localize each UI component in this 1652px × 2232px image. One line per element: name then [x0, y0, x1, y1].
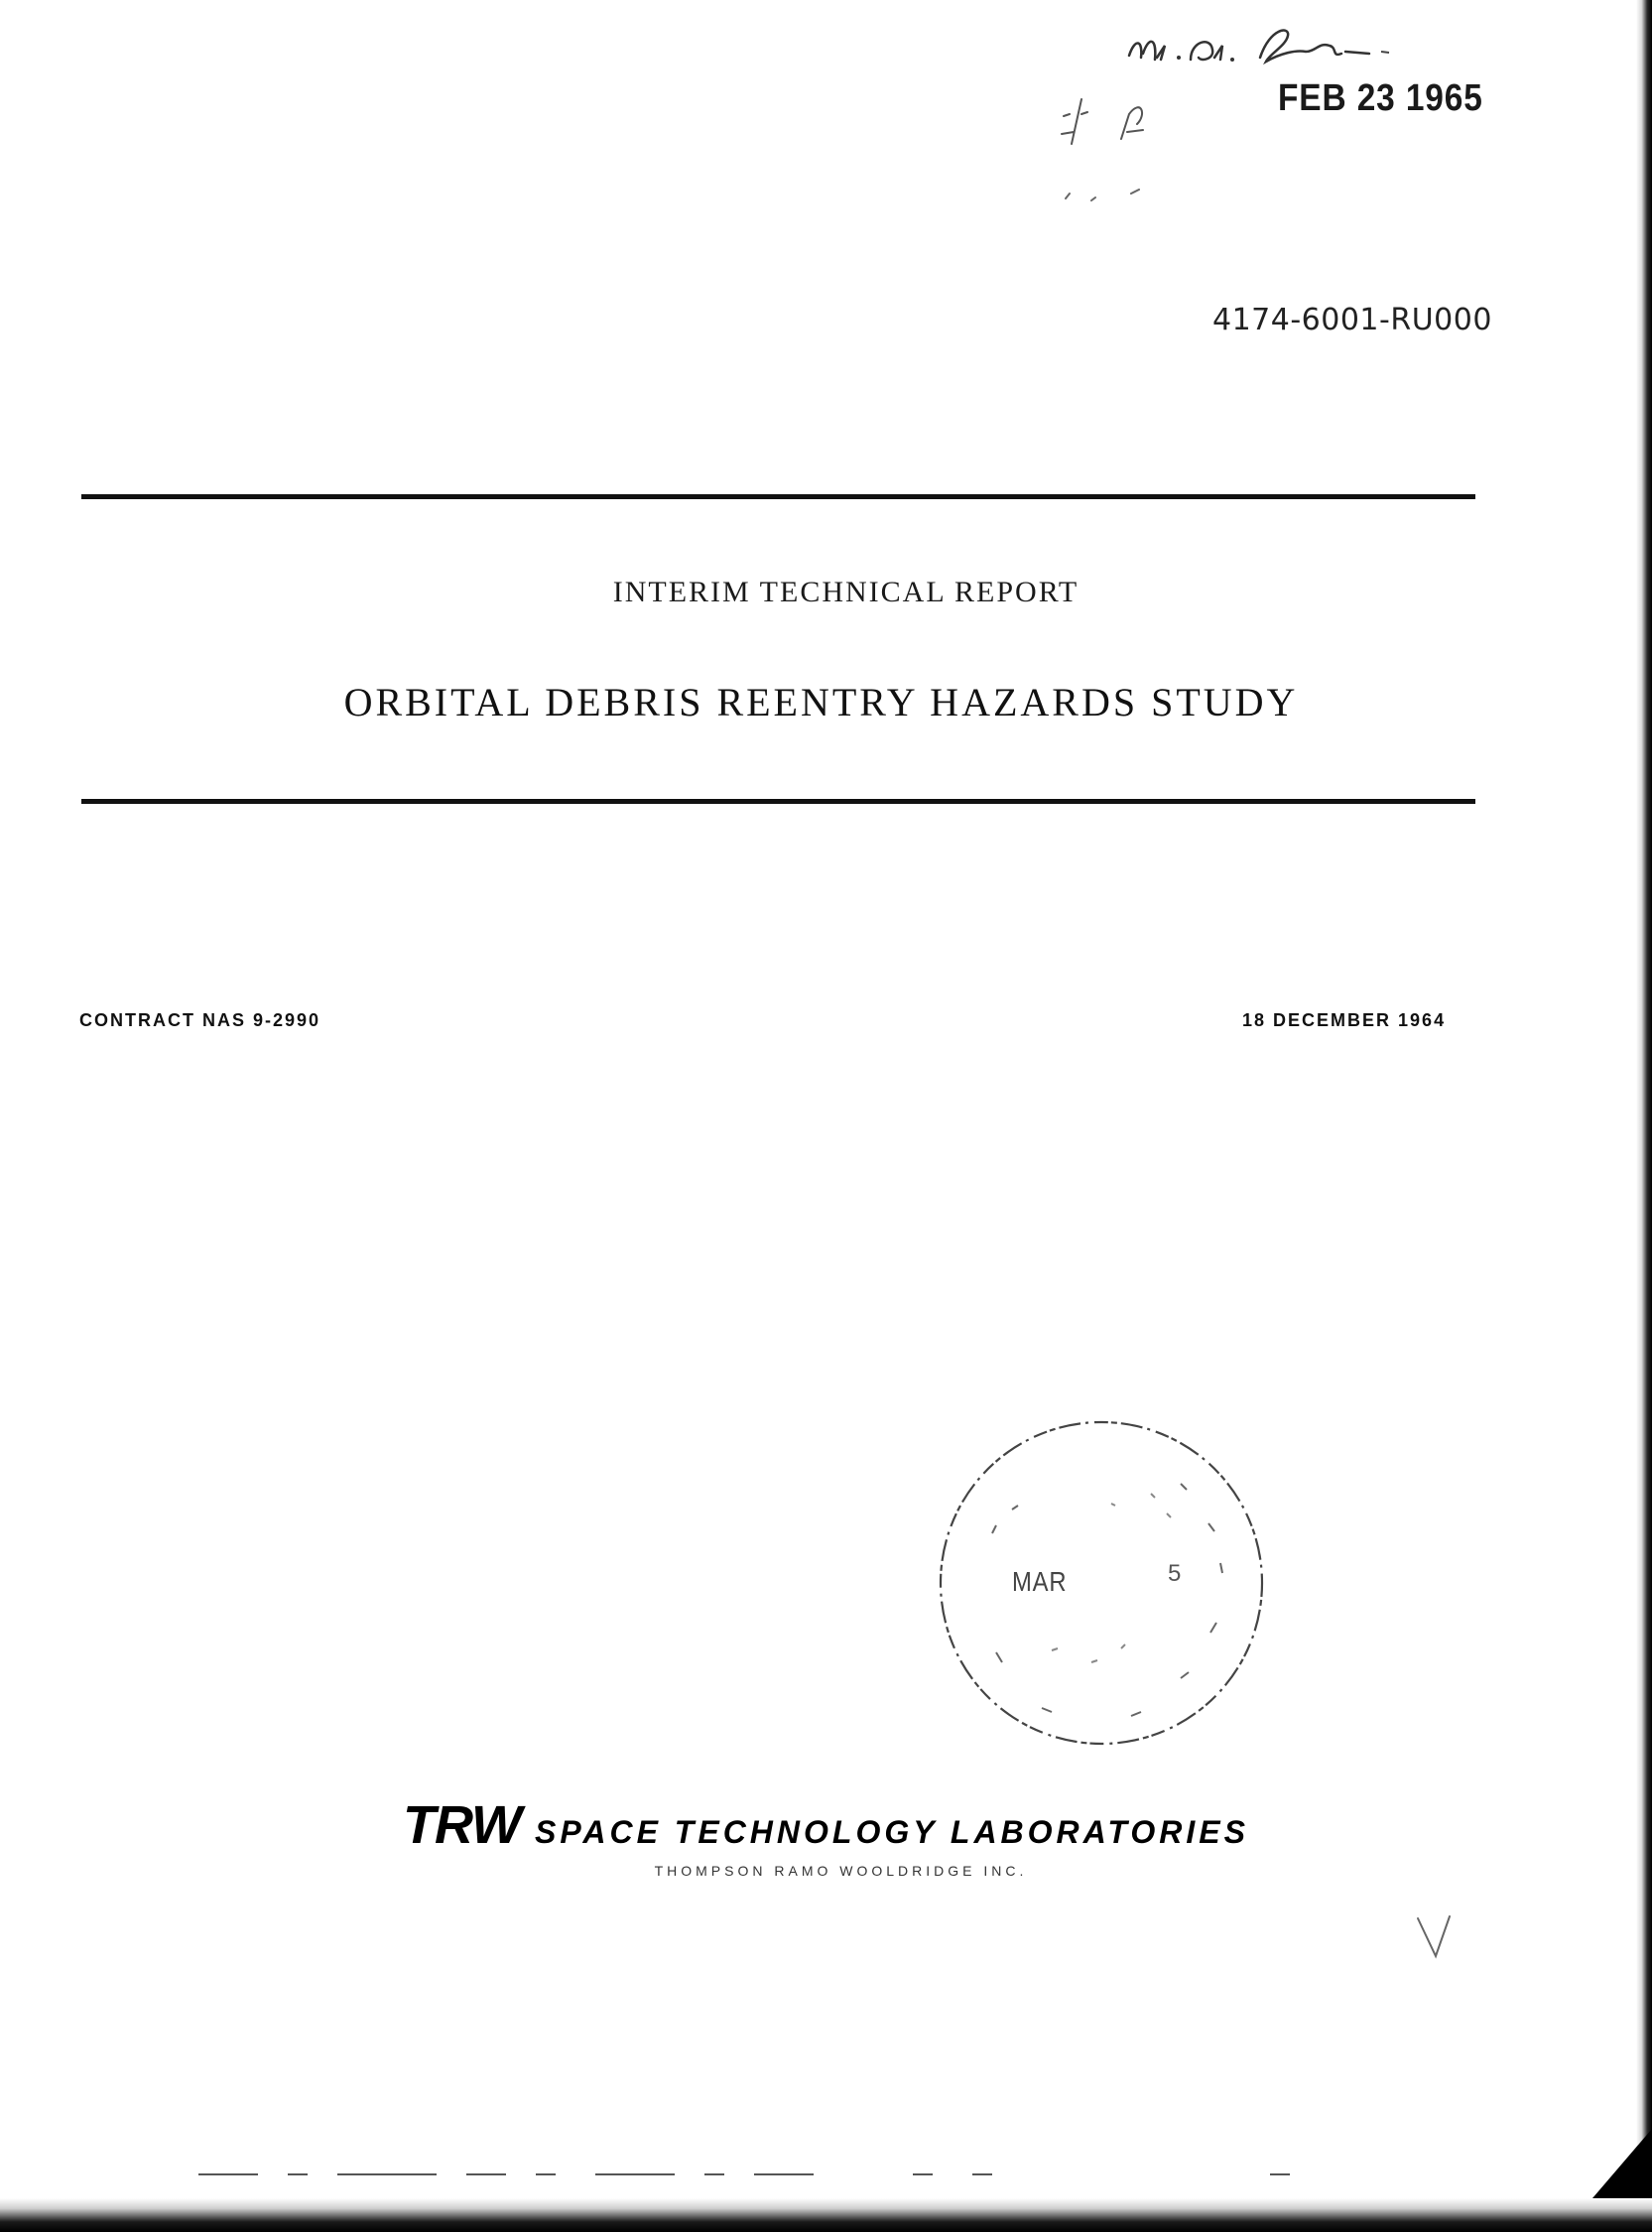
publisher-parent: THOMPSON RAMO WOOLDRIDGE INC.	[654, 1863, 1028, 1879]
scan-corner	[1592, 2129, 1652, 2198]
stamp-digit: 5	[1168, 1560, 1182, 1587]
contract-number: CONTRACT NAS 9-2990	[79, 1010, 321, 1030]
stamp-month: MAR	[1012, 1566, 1068, 1597]
report-type: INTERIM TECHNICAL REPORT	[612, 576, 1080, 608]
trw-logo: TRW	[403, 1795, 522, 1855]
handwritten-marks	[1052, 84, 1210, 213]
bottom-rule	[81, 799, 1475, 804]
check-mark	[1414, 1910, 1463, 1965]
top-rule	[81, 494, 1475, 499]
received-date-stamp: FEB 23 1965	[1278, 77, 1483, 119]
scan-artifact-dashes	[198, 2169, 1310, 2179]
scan-edge-right	[1636, 0, 1652, 2232]
publisher-name: SPACE TECHNOLOGY LABORATORIES	[535, 1814, 1249, 1850]
report-title: ORBITAL DEBRIS REENTRY HAZARDS STUDY	[343, 680, 1299, 724]
document-number: 4174-6001-RU000	[1212, 303, 1492, 337]
scan-edge-bottom	[0, 2198, 1652, 2232]
publisher-brand	[0, 1794, 1652, 1856]
report-date: 18 DECEMBER 1964	[1242, 1010, 1447, 1030]
handwritten-signature	[1121, 18, 1409, 77]
received-circular-stamp	[933, 1414, 1270, 1752]
